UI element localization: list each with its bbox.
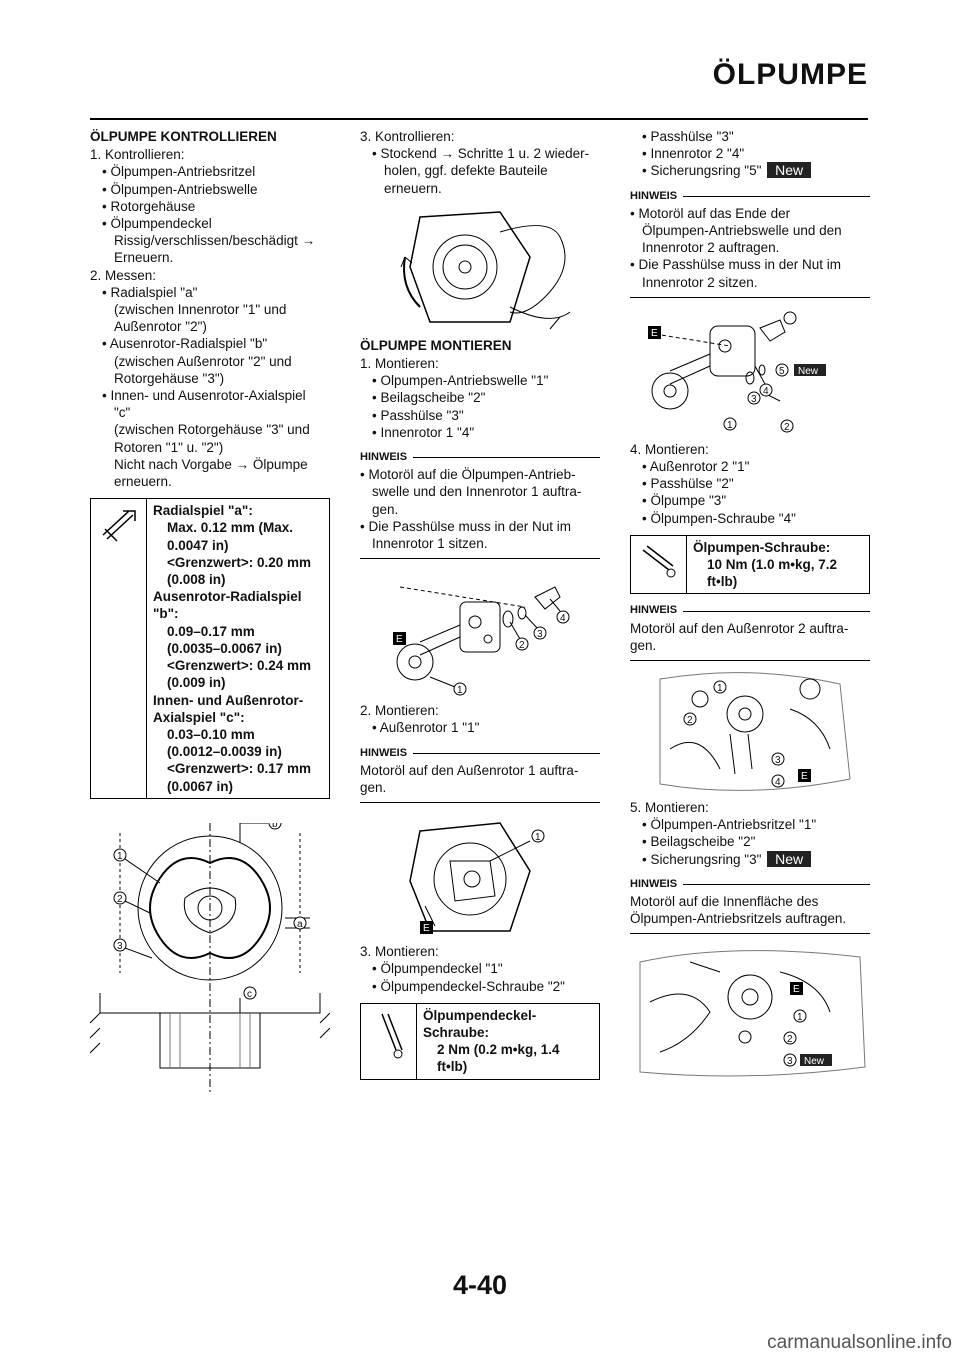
- callout-label: 4: [763, 385, 769, 397]
- callout-label: 1: [457, 685, 463, 697]
- engine-oil-icon: E: [801, 771, 808, 783]
- engine-oil-icon: E: [793, 984, 800, 996]
- bullet-line: • Ölpumpendeckel: [90, 215, 330, 232]
- step-line: 1. Montieren:: [360, 356, 439, 372]
- spec-line: <Grenzwert>: 0.17 mm: [167, 761, 312, 777]
- bullet-line: • Passhülse "2": [630, 475, 870, 492]
- spec-line: Ausenrotor-Radialspiel: [153, 589, 302, 605]
- spec-box-cover-bolt: [360, 1003, 600, 1080]
- spec-line: ft•lb): [707, 574, 738, 590]
- bullet-line: • Beilagscheibe "2": [360, 389, 600, 406]
- callout-label: 2: [117, 893, 123, 905]
- outer-rotor2-photo: [630, 669, 870, 799]
- engine-oil-icon: E: [423, 923, 430, 935]
- note-line: swelle und den Innenrotor 1 auftra-: [372, 484, 582, 500]
- note-label: HINWEIS: [630, 602, 870, 619]
- note-label: HINWEIS: [630, 188, 870, 205]
- spec-line: Innen- und Außenrotor-: [153, 692, 304, 708]
- torque-wrench-icon: [361, 1004, 417, 1079]
- note-line: Ölpumpen-Antriebsritzels auftragen.: [630, 911, 847, 927]
- note-line: gen.: [630, 637, 657, 653]
- note-line: Innenrotor 2 sitzen.: [642, 274, 758, 290]
- bullet-line: • Ölpumpen-Schraube "4": [630, 510, 870, 527]
- shaft-assembly-diagram: [360, 567, 600, 702]
- note-label: HINWEIS: [630, 876, 870, 893]
- drive-gear-photo: [630, 942, 870, 1082]
- inner-rotor2-assembly-diagram: [630, 306, 870, 441]
- text-line: (zwischen Innenrotor "1" und: [114, 302, 287, 318]
- note-label: HINWEIS: [360, 745, 600, 762]
- callout-label: 3: [751, 393, 757, 405]
- spec-box-clearance: [90, 498, 330, 798]
- spec-line: Axialspiel "c":: [153, 709, 245, 725]
- note-line: • Die Passhülse muss in der Nut im: [360, 518, 600, 535]
- text-line: Erneuern.: [114, 250, 174, 266]
- spec-line: Radialspiel "a":: [153, 503, 253, 519]
- new-part-badge: New: [798, 365, 819, 377]
- step-line: 4. Montieren:: [630, 441, 709, 457]
- spec-line: 10 Nm (1.0 m•kg, 7.2: [707, 557, 838, 573]
- new-part-badge: New: [804, 1056, 825, 1068]
- new-part-badge: New: [767, 851, 811, 867]
- text-line: holen, ggf. defekte Bauteile: [384, 163, 548, 179]
- note-end-rule: [630, 297, 870, 298]
- bullet-line: • Innenrotor 2 "4": [630, 145, 870, 162]
- note-end-rule: [630, 660, 870, 661]
- bullet-line: [630, 851, 870, 868]
- callout-label: 3: [117, 940, 123, 952]
- bullet-line: • Außenrotor 1 "1": [360, 719, 600, 736]
- spec-line: (0.008 in): [167, 572, 226, 588]
- spec-line: Max. 0.12 mm (Max.: [167, 520, 294, 536]
- text-line: (zwischen Rotorgehäuse "3" und: [114, 422, 310, 438]
- bullet-line: • Innen- und Ausenrotor-Axialspiel: [90, 387, 330, 404]
- text-line: (zwischen Außenrotor "2" und: [114, 353, 292, 369]
- bullet-line: • Stockend → Schritte 1 u. 2 wieder-: [360, 145, 600, 162]
- bullet-line: [630, 162, 870, 179]
- column-2: [360, 128, 600, 1088]
- spec-line: 2 Nm (0.2 m•kg, 1.4: [437, 1042, 560, 1058]
- text-line: erneuern.: [384, 180, 442, 196]
- callout-label: 3: [775, 755, 781, 767]
- bullet-line: • Beilagscheibe "2": [630, 833, 870, 850]
- bullet-line: • Olpumpen-Antriebswelle "1": [360, 372, 600, 389]
- spec-line: "b":: [153, 606, 179, 622]
- bullet-line: • Ölpumpen-Antriebsritzel "1": [630, 816, 870, 833]
- bullet-line: • Passhülse "3": [360, 407, 600, 424]
- text-line: Rissig/verschlissen/beschädigt →: [114, 233, 316, 249]
- text-line: erneuern.: [114, 474, 172, 490]
- step-line: 1. Kontrollieren:: [90, 147, 185, 163]
- spec-line: (0.0012–0.0039 in): [167, 744, 282, 760]
- bullet-line: • Ölpumpendeckel "1": [360, 960, 600, 977]
- callout-label: 4: [560, 613, 566, 625]
- step-line: 3. Kontrollieren:: [360, 129, 455, 144]
- spec-line: 0.03–0.10 mm: [167, 726, 255, 742]
- bullet-line: • Ölpumpen-Antriebswelle: [90, 181, 330, 198]
- note-line: • Motoröl auf die Ölpumpen-Antrieb-: [360, 466, 600, 483]
- note-line: • Die Passhülse muss in der Nut im: [630, 256, 870, 273]
- note-line: gen.: [360, 780, 387, 796]
- note-end-rule: [630, 933, 870, 934]
- bullet-text: Sicherungsring "3": [650, 851, 762, 867]
- torque-wrench-icon: [631, 536, 687, 594]
- spec-line: Schraube:: [423, 1025, 490, 1041]
- spec-line: <Grenzwert>: 0.24 mm: [167, 658, 312, 674]
- text-line: Nicht nach Vorgabe → Ölpumpe: [114, 456, 308, 472]
- spec-line: <Grenzwert>: 0.20 mm: [167, 554, 312, 570]
- bullet-line: • Außenrotor 2 "1": [630, 458, 870, 475]
- bullet-line: • Rotorgehäuse: [90, 198, 330, 215]
- spec-line: 0.0047 in): [167, 537, 229, 553]
- step-line: 2. Messen:: [90, 267, 157, 283]
- callout-label: 1: [797, 1012, 803, 1024]
- note-line: • Motoröl auf das Ende der: [630, 205, 870, 222]
- callout-label: a: [297, 918, 303, 930]
- outer-rotor-diagram: [360, 811, 600, 943]
- new-part-badge: New: [767, 162, 811, 178]
- bullet-line: • Ölpumpe "3": [630, 492, 870, 509]
- bullet-text: Sicherungsring "5": [650, 163, 762, 179]
- callout-label: c: [247, 988, 252, 1000]
- spec-line: 0.09–0.17 mm: [167, 623, 255, 639]
- note-line: Motoröl auf die Innenfläche des: [630, 894, 819, 910]
- note-line: gen.: [372, 501, 399, 517]
- callout-label: 4: [775, 777, 781, 789]
- callout-label: 1: [535, 832, 541, 844]
- section-heading-install: ÖLPUMPE MONTIEREN: [360, 337, 512, 353]
- spec-line: (0.0067 in): [167, 778, 234, 794]
- text-line: Rotorgehäuse "3"): [114, 370, 225, 386]
- note-line: Innenrotor 1 sitzen.: [372, 536, 488, 552]
- bullet-line: • Innenrotor 1 "4": [360, 424, 600, 441]
- page-number: 4-40: [452, 1270, 508, 1300]
- section-heading-check: ÖLPUMPE KONTROLLIEREN: [90, 129, 277, 144]
- step-line: 3. Montieren:: [360, 944, 439, 960]
- bullet-line: • Ölpumpendeckel-Schraube "2": [360, 978, 600, 995]
- bullet-line: • Ölpumpen-Antriebsritzel: [90, 163, 330, 180]
- callout-label: 2: [787, 1034, 793, 1046]
- callout-label: 3: [537, 629, 543, 641]
- text-line: Rotoren "1" u. "2"): [114, 439, 224, 455]
- step-line: 2. Montieren:: [360, 703, 439, 719]
- callout-label: 5: [779, 365, 785, 377]
- callout-label: 1: [717, 683, 723, 695]
- note-line: Motoröl auf den Außenrotor 1 auftra-: [360, 762, 579, 778]
- spec-line: Ölpumpendeckel-: [423, 1007, 537, 1023]
- engine-oil-icon: E: [651, 327, 658, 339]
- column-1: [90, 128, 330, 1097]
- note-line: Motoröl auf den Außenrotor 2 auftra-: [630, 620, 849, 636]
- note-line: Ölpumpen-Antriebswelle und den: [642, 223, 842, 239]
- bullet-line: • Passhülse "3": [630, 128, 870, 145]
- page-title: ÖLPUMPE: [712, 58, 868, 91]
- step-line: 5. Montieren:: [630, 800, 709, 816]
- callout-label: b: [272, 822, 278, 830]
- note-line: Innenrotor 2 auftragen.: [642, 240, 780, 256]
- pump-rotation-photo: [360, 197, 600, 337]
- header-rule: [90, 118, 868, 120]
- engine-oil-icon: E: [396, 634, 403, 646]
- callout-label: 1: [727, 419, 733, 431]
- text-line: "c": [114, 405, 131, 421]
- note-end-rule: [360, 558, 600, 559]
- callout-label: 2: [784, 421, 790, 433]
- spec-line: Ölpumpen-Schraube:: [693, 539, 831, 555]
- note-end-rule: [360, 802, 600, 803]
- spec-box-pump-bolt: [630, 535, 870, 595]
- spec-line: ft•lb): [437, 1059, 468, 1075]
- callout-label: 2: [687, 715, 693, 727]
- spec-line: (0.009 in): [167, 675, 226, 691]
- bullet-line: • Ausenrotor-Radialspiel "b": [90, 335, 330, 352]
- rotor-clearance-diagram: [90, 823, 330, 1097]
- text-line: Außenrotor "2"): [114, 319, 207, 335]
- callout-label: 2: [519, 640, 525, 652]
- feeler-gauge-icon: [91, 499, 147, 797]
- column-3: [630, 128, 870, 1082]
- callout-label: 3: [787, 1056, 793, 1068]
- watermark: carmanualsonline.info: [767, 1332, 952, 1353]
- bullet-line: • Radialspiel "a": [90, 284, 330, 301]
- spec-line: (0.0035–0.0067 in): [167, 640, 282, 656]
- callout-label: 1: [117, 850, 123, 862]
- note-label: HINWEIS: [360, 449, 600, 466]
